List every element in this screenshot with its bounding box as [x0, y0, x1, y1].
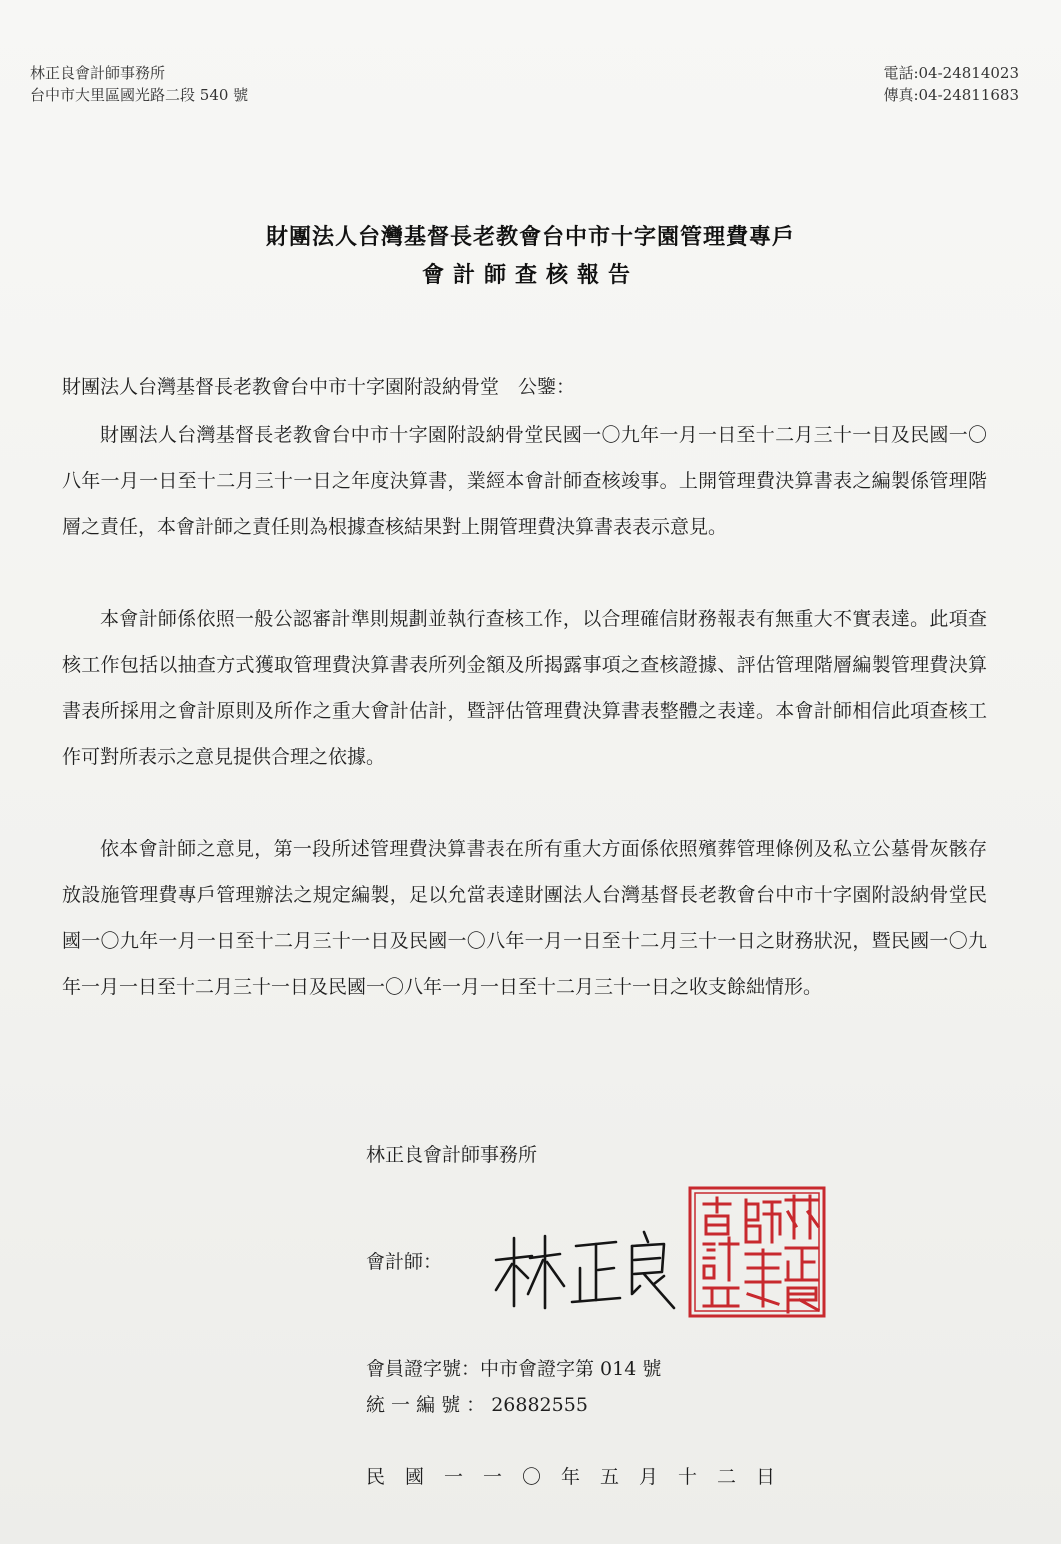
letterhead-fax: 傳真:04-24811683 [883, 86, 1019, 104]
cpa-label: 會計師： [366, 1251, 443, 1273]
report-title-line1: 財團法人台灣基督長老教會台中市十字園管理費專戶 [265, 225, 795, 250]
report-title-line2: 會計師查核報告 [421, 263, 639, 288]
official-seal [684, 1182, 830, 1322]
paragraph-1: 財團法人台灣基督長老教會台中市十字園附設納骨堂民國一〇九年一月一日至十二月三十一日及民國一〇八年一月一日至十二月三十一日之年度決算書，業經本會計師查核竣事。上開管理費決算書表之編製係管理階層之責任，本會計師之責任則為根據查核結果對上開管理費決算書表表示意見。 [62, 424, 987, 538]
letterhead-address: 台中市大里區國光路二段 540 號 [30, 86, 249, 104]
signoff-firm-name: 林正良會計師事務所 [366, 1144, 538, 1166]
letterhead-phone: 電話:04-24814023 [883, 64, 1019, 82]
paragraph-3: 依本會計師之意見，第一段所述管理費決算書表在所有重大方面係依照殯葬管理條例及私立公墓骨灰骸存放設施管理費專戶管理辦法之規定編製，足以允當表達財團法人台灣基督長老教會台中市十字園附設納骨堂民國一〇九年一月一日至十二月三十一日及民國一〇八年一月一日至十二月三十一日之財務狀況，暨民國一〇九年一月一日至十二月三十一日及民國一〇八年一月一日至十二月三十一日之收支餘絀情形。 [62, 838, 987, 998]
report-date: 民國一一〇年五月十二日 [366, 1466, 796, 1488]
letterhead-left [30, 62, 248, 106]
unified-business-number: 統 一 編 號 ： 26882555 [366, 1394, 588, 1416]
handwritten-signature [488, 1228, 678, 1318]
paragraph-2: 本會計師係依照一般公認審計準則規劃並執行查核工作，以合理確信財務報表有無重大不實表達。此項查核工作包括以抽查方式獲取管理費決算書表所列金額及所揭露事項之查核證據、評估管理階層編製管理費決算書表所採用之會計原則及所作之重大會計估計，暨評估管理費決算書表整體之表達。本會計師相信此項查核工作可對所表示之意見提供合理之依據。 [62, 608, 987, 768]
letterhead-right [883, 62, 1019, 106]
salutation: 財團法人台灣基督長老教會台中市十字園附設納骨堂 公鑒： [62, 376, 576, 398]
letterhead-firm-name: 林正良會計師事務所 [30, 64, 166, 82]
member-certificate-number: 會員證字號：中市會證字第 014 號 [366, 1358, 662, 1380]
